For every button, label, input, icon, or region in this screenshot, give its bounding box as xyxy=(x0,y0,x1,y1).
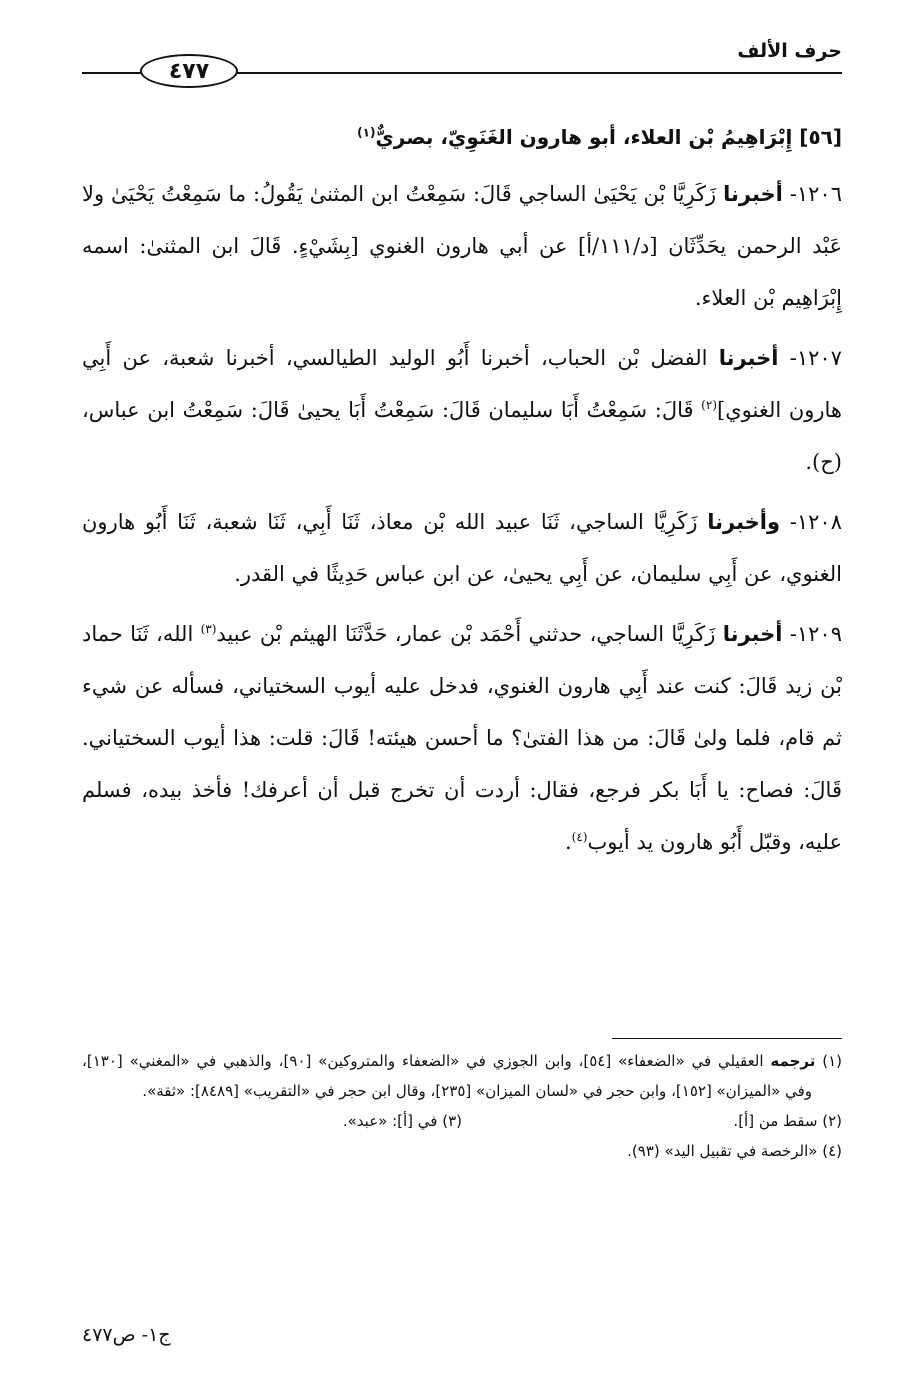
footnote-2: (٢) سقط من [أ]. xyxy=(733,1112,842,1130)
paragraph-number: ١٢٠٧- xyxy=(789,346,842,370)
footnote-row xyxy=(82,1106,842,1136)
paragraph-text-end: . xyxy=(564,830,572,854)
paragraph-text: زَكَرِيَّا بْن يَحْيَىٰ الساجي قَالَ: سَمِعْتُ ابن المثنىٰ يَقُولُ: ما سَمِعْتُ يَحْيَىٰ ولا عَبْد الرحمن يحَدِّثَان [د/١١١/أ] عن أبي هارون الغنوي [بِشَيْءٍ. قَالَ ابن المثنىٰ: اسمه إِبْرَاهِيم بْن العلاء. xyxy=(82,182,842,310)
paragraph-text-cont: الله، ثَنَا حماد بْن زيد قَالَ: كنت عند أَبِي هارون الغنوي، فدخل عليه أيوب السختياني، فسأله عن شيء ثم قام، فلما ولىٰ قَالَ: من هذا الفتىٰ؟ ما أحسن هيئته! قَالَ: قلت: هذا أيوب السختياني. قَالَ: فصاح: يا أَبَا بكر فرجع، فقال: أردت أن تخرج قبل أن أعرفك! فأخذ بيده، فسلم عليه، وقبّل أَبُو هارون يد أيوب xyxy=(82,622,842,854)
paragraph-number: ١٢٠٨- xyxy=(789,510,842,534)
footnote-1 xyxy=(82,1046,842,1106)
paragraph-number: ١٢٠٩- xyxy=(789,622,842,646)
footnote-3: (٣) في [أ]: «عبد». xyxy=(342,1112,462,1130)
paragraph-lead: وأخبرنا xyxy=(707,510,781,534)
footnote-ref-1: (١) xyxy=(357,125,376,140)
paragraph-text: زَكَرِيَّا الساجي، حدثني أَحْمَد بْن عمار، حَدَّثَنَا الهيثم بْن عبيد xyxy=(216,622,716,646)
paragraph-lead: أخبرنا xyxy=(723,182,783,206)
page-number: ٤٧٧ xyxy=(140,54,238,88)
footnote-ref-2: (٢) xyxy=(701,398,717,412)
footnote-ref-3: (٣) xyxy=(200,622,217,636)
entry-heading-text: [٥٦] إِبْرَاهِيمُ بْن العلاء، أبو هارون الغَنَوِيّ، بصريٌّ xyxy=(375,125,842,149)
footnotes xyxy=(82,1046,842,1166)
footnote-text: العقيلي في «الضعفاء» [٥٤]، وابن الجوزي في «الضعفاء والمتروكين» [٩٠]، والذهبي في «المغني» [١٣٠]، وفي «الميزان» [١٥٢]، وابن حجر في «لسان الميزان» [٢٣٥]، وقال ابن حجر في «التقريب» [٨٤٨٩]: «ثقة». xyxy=(82,1052,812,1100)
footnote-marker: (١) xyxy=(822,1052,842,1070)
paragraph-1206 xyxy=(82,168,842,324)
paragraph-1207 xyxy=(82,332,842,488)
page-header xyxy=(82,34,842,84)
footnote-separator xyxy=(612,1038,842,1039)
paragraph-text-cont: قَالَ: سَمِعْتُ أَبَا سليمان قَالَ: سَمِعْتُ أَبَا يحيىٰ قَالَ: سَمِعْتُ ابن عباس، (ح). xyxy=(82,398,842,474)
paragraph-text: زَكَرِيَّا الساجي، ثَنَا عبيد الله بْن معاذ، ثَنَا أَبِي، ثَنَا شعبة، ثَنَا أَبُو هارون الغنوي، عن أَبِي سليمان، عن أَبِي يحيىٰ، عن ابن عباس حَدِيثًا في القدر. xyxy=(82,510,842,586)
chapter-title: حرف الألف xyxy=(737,40,842,62)
paragraph-text: الفضل بْن الحباب، أخبرنا أَبُو الوليد الطيالسي، أخبرنا شعبة، عن أَبِي هارون الغنوي] xyxy=(82,346,843,422)
paragraph-1209 xyxy=(82,608,842,868)
paragraph-1208 xyxy=(82,496,842,600)
paragraph-lead: أخبرنا xyxy=(718,346,779,370)
page-footer: ج١- ص٤٧٧ xyxy=(82,1324,171,1346)
footnote-ref-4: (٤) xyxy=(571,830,588,844)
footnote-4: (٤) «الرخصة في تقبيل اليد» (٩٣). xyxy=(627,1142,842,1160)
footnote-bold: ترجمه xyxy=(770,1052,816,1070)
paragraph-number: ١٢٠٦- xyxy=(789,182,842,206)
entry-heading xyxy=(82,112,842,162)
main-text xyxy=(82,112,842,876)
paragraph-lead: أخبرنا xyxy=(722,622,783,646)
